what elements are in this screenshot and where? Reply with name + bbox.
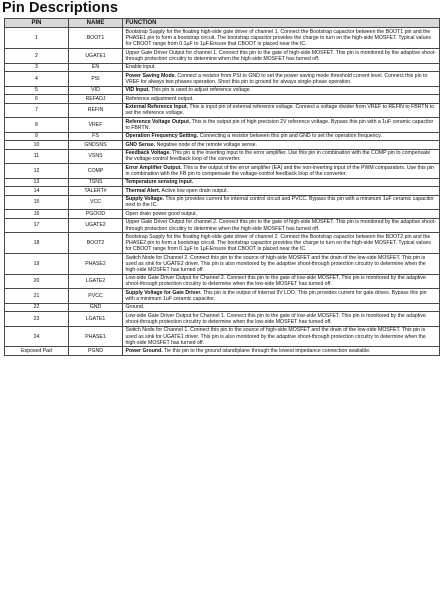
pin-function: [123, 95, 440, 103]
pin-number: 19: [5, 253, 69, 274]
table-row: [5, 187, 440, 195]
header-function: FUNCTION: [123, 19, 440, 28]
function-lead: Temperature sensing input.: [125, 179, 194, 186]
pin-number: 10: [5, 141, 69, 149]
pin-function: [123, 233, 440, 254]
pin-function: [123, 289, 440, 304]
function-lead: Supply Voltage.: [125, 196, 165, 203]
table-row: [5, 326, 440, 347]
pin-name: FS: [69, 132, 123, 140]
function-lead: Operation Frequency Setting.: [125, 133, 199, 140]
table-row: [5, 303, 440, 311]
pin-number: 12: [5, 164, 69, 179]
pin-name: PVCC: [69, 289, 123, 304]
function-lead: Error Amplifier Output.: [125, 164, 182, 171]
function-text: Upper Gate Driver Output for channel 1. Connect this pin to the gate of high-side MOSFET. This pin is monitored by the adaptive shoot-through protection circuitry to determine when the high-side MOSFET has turned off.: [125, 49, 436, 62]
table-header: [5, 19, 440, 28]
pin-number: 14: [5, 187, 69, 195]
pin-number: 18: [5, 233, 69, 254]
function-lead: VID Input.: [125, 87, 150, 94]
pin-name: PHASE1: [69, 326, 123, 347]
page-title: Pin Descriptions: [2, 0, 119, 16]
table-row: [5, 149, 440, 164]
pin-number: 9: [5, 132, 69, 140]
pin-number: 13: [5, 178, 69, 186]
pin-name: LGATE1: [69, 312, 123, 327]
header-pin: PIN: [5, 19, 69, 28]
function-text: Tie this pin to the ground island/plane through the lowest impedance connection available.: [162, 348, 371, 355]
table-row: [5, 210, 440, 218]
function-text: Enable input.: [125, 64, 156, 71]
function-text: Low-side Gate Driver Output for Channel 2. Connect this pin to the gate of low-side MOSFET. This pin is monitored by the adaptive shoot-through protection circuitry to determine when the low-side MOSFET has turned off.: [125, 275, 426, 288]
function-text: Open drain power good output.: [125, 210, 198, 217]
table-row: [5, 95, 440, 103]
function-lead: Supply Voltage for Gate Driver.: [125, 289, 202, 296]
pin-function: [123, 218, 440, 233]
table-row: [5, 347, 440, 355]
pin-number: 24: [5, 326, 69, 347]
pin-function: [123, 86, 440, 94]
pin-name: PGND: [69, 347, 123, 355]
pin-number: 20: [5, 274, 69, 289]
table-row: [5, 141, 440, 149]
table-row: [5, 253, 440, 274]
table-row: [5, 289, 440, 304]
pin-function: [123, 274, 440, 289]
table-row: [5, 63, 440, 71]
table-row: [5, 274, 440, 289]
function-lead: Thermal Alert.: [125, 187, 161, 194]
function-text: This pin is used to adjust reference voltage.: [149, 87, 252, 94]
table-row: [5, 233, 440, 254]
function-text: Active low open drain output.: [160, 187, 228, 194]
function-lead: External Reference Input.: [125, 104, 189, 111]
pin-descriptions-table: [4, 18, 440, 356]
function-text: Upper Gate Driver Output for channel 2. Connect this pin to the gate of high-side MOSFET. This pin is monitored by the adaptive shoot-through protection circuitry to determine when the high-side MOSFET has turned off.: [125, 219, 436, 232]
table-row: [5, 118, 440, 133]
pin-name: GNDSNS: [69, 141, 123, 149]
header-row: [5, 19, 440, 28]
pin-name: BOOT1: [69, 28, 123, 49]
table-row: [5, 178, 440, 186]
table-row: [5, 28, 440, 49]
function-lead: Power Saving Mode.: [125, 72, 176, 79]
pin-name: VCC: [69, 195, 123, 210]
header-name: NAME: [69, 19, 123, 28]
pin-name: PSI: [69, 72, 123, 87]
pin-number: Exposed Pad: [5, 347, 69, 355]
pin-function: [123, 49, 440, 64]
function-text: This is the output of the error amplifier (EA) and the non-inverting input of the PWM comparators. Use this pin in combination with the FB pin to compensate the voltage-control feedback loop of the converter.: [125, 164, 434, 177]
pin-number: 8: [5, 118, 69, 133]
pin-number: 3: [5, 63, 69, 71]
function-lead: GND Sense.: [125, 141, 156, 148]
pin-name: REFIN: [69, 103, 123, 118]
pin-name: GND: [69, 303, 123, 311]
pin-function: [123, 164, 440, 179]
pin-name: EN: [69, 63, 123, 71]
function-text: Ground.: [125, 304, 145, 311]
pin-function: [123, 28, 440, 49]
pin-name: UGATE2: [69, 218, 123, 233]
pin-function: [123, 347, 440, 355]
pin-function: [123, 63, 440, 71]
pin-name: BOOT2: [69, 233, 123, 254]
table-row: [5, 72, 440, 87]
function-text: Connecting a resistor between this pin and GND to set the operation frequency.: [198, 133, 382, 140]
pin-number: 5: [5, 86, 69, 94]
function-lead: Reference Voltage Output.: [125, 118, 191, 125]
pin-function: [123, 303, 440, 311]
table-row: [5, 86, 440, 94]
function-text: Reference adjustment output.: [125, 95, 194, 102]
pin-name: TALERT#: [69, 187, 123, 195]
function-text: Bootstrap Supply for the floating high-side gate driver of channel 2. Connect the Bootstrap capacitor between the BOOT2 pin and the PHASE2 pin to form a bootstrap circuit. The bootstrap capacitor provides the charge to turn on the high-side MOSFET. Typical values for CBOOT range from 0.1µF to 1µF.Ensure that CBOOT is placed near the IC.: [125, 233, 431, 253]
pin-number: 4: [5, 72, 69, 87]
pin-name: REFADJ: [69, 95, 123, 103]
pin-name: PGOOD: [69, 210, 123, 218]
function-text: This is the output pin of high precision 2V reference voltage. Bypass this pin with a 1uF ceramic capacitor to FBRTN.: [125, 118, 434, 131]
pin-number: 15: [5, 195, 69, 210]
pin-name: COMP: [69, 164, 123, 179]
pin-name: VREF: [69, 118, 123, 133]
pin-function: [123, 326, 440, 347]
pin-name: VID: [69, 86, 123, 94]
table-row: [5, 49, 440, 64]
pin-name: LGATE2: [69, 274, 123, 289]
pin-function: [123, 103, 440, 118]
table-row: [5, 164, 440, 179]
pin-number: 6: [5, 95, 69, 103]
table-body: [5, 28, 440, 356]
pin-number: 16: [5, 210, 69, 218]
pin-name: PHASE2: [69, 253, 123, 274]
pin-name: UGATE1: [69, 49, 123, 64]
function-text: Low-side Gate Driver Output for Channel 1. Connect this pin to the gate of low-side MOSFET. This pin is monitored by the adaptive shoot-through protection circuitry to determine when the low-side MOSFET has turned off.: [125, 312, 426, 325]
table-row: [5, 103, 440, 118]
pin-number: 21: [5, 289, 69, 304]
pin-function: [123, 312, 440, 327]
pin-function: [123, 149, 440, 164]
pin-name: VSNS: [69, 149, 123, 164]
function-text: Negative node of the remote voltage sense.: [155, 141, 258, 148]
function-text: Switch Node for Channel 1. Connect this pin to the source of high-side MOSFET and the drain of the low-side MOSFET. This pin is used as sink for UGATE1 driver. This pin is also monitored by the adaptive shoot-through protection circuitry to determine when the high-side MOSFET has turned off.: [125, 327, 426, 346]
function-text: Connect a resistor from PSI to GND to set the power saving mode threshold current level. Connect this pin to VREF for always two phases operation. Short this pin to ground for always single-phase operation.: [125, 72, 428, 85]
function-text: This pin is the inverting input to the error amplifier. Use this pin in combination with the COMP pin to compensate the voltage-control feedback loop of the converter.: [125, 150, 431, 163]
function-text: This pin provides current for internal control circuit and PVCC. Bypass this pin with a minimum 1uF ceramic capacitor next to the IC.: [125, 196, 434, 209]
pin-number: 23: [5, 312, 69, 327]
table-row: [5, 195, 440, 210]
pin-function: [123, 210, 440, 218]
pin-function: [123, 253, 440, 274]
pin-number: 11: [5, 149, 69, 164]
pin-name: TSNS: [69, 178, 123, 186]
pin-function: [123, 187, 440, 195]
pin-function: [123, 118, 440, 133]
pin-number: 2: [5, 49, 69, 64]
function-text: Switch Node for Channel 2. Connect this pin to the source of high-side MOSFET and the drain of the low-side MOSFET. This pin is used as sink for UGATE2 driver. This pin is also monitored by the adaptive shoot-through protection circuitry to determine when the high-side MOSFET has turned off.: [125, 254, 426, 273]
function-lead: Power Ground.: [125, 348, 163, 355]
function-text: Bootstrap Supply for the floating high-side gate driver of channel 1. Connect the Bootstrap capacitor between the BOOT1 pin and the PHASE1 pin to form a bootstrap circuit. The bootstrap capacitor provides the charge to turn on the high-side MOSFET. Typical values for CBOOT range from 0.1µF to 1µF.Ensure that CBOOT is placed near the IC.: [125, 29, 431, 48]
pin-function: [123, 72, 440, 87]
table-row: [5, 312, 440, 327]
pin-number: 7: [5, 103, 69, 118]
function-text: This pin is the output of internal 9V LDO. This pin provides current for gate drives. Bypass this pin with a minimum 1uF ceramic capacitor.: [125, 289, 427, 302]
table-row: [5, 218, 440, 233]
pin-function: [123, 132, 440, 140]
pin-function: [123, 195, 440, 210]
function-text: This is input pin of external reference voltage. Connect a voltage divider from VREF to REFIN to FBRTN to set the reference voltage.: [125, 104, 435, 117]
pin-number: 17: [5, 218, 69, 233]
function-lead: Feedback Voltage.: [125, 150, 171, 157]
pin-function: [123, 178, 440, 186]
pin-function: [123, 141, 440, 149]
pin-number: 22: [5, 303, 69, 311]
pin-number: 1: [5, 28, 69, 49]
table-row: [5, 132, 440, 140]
